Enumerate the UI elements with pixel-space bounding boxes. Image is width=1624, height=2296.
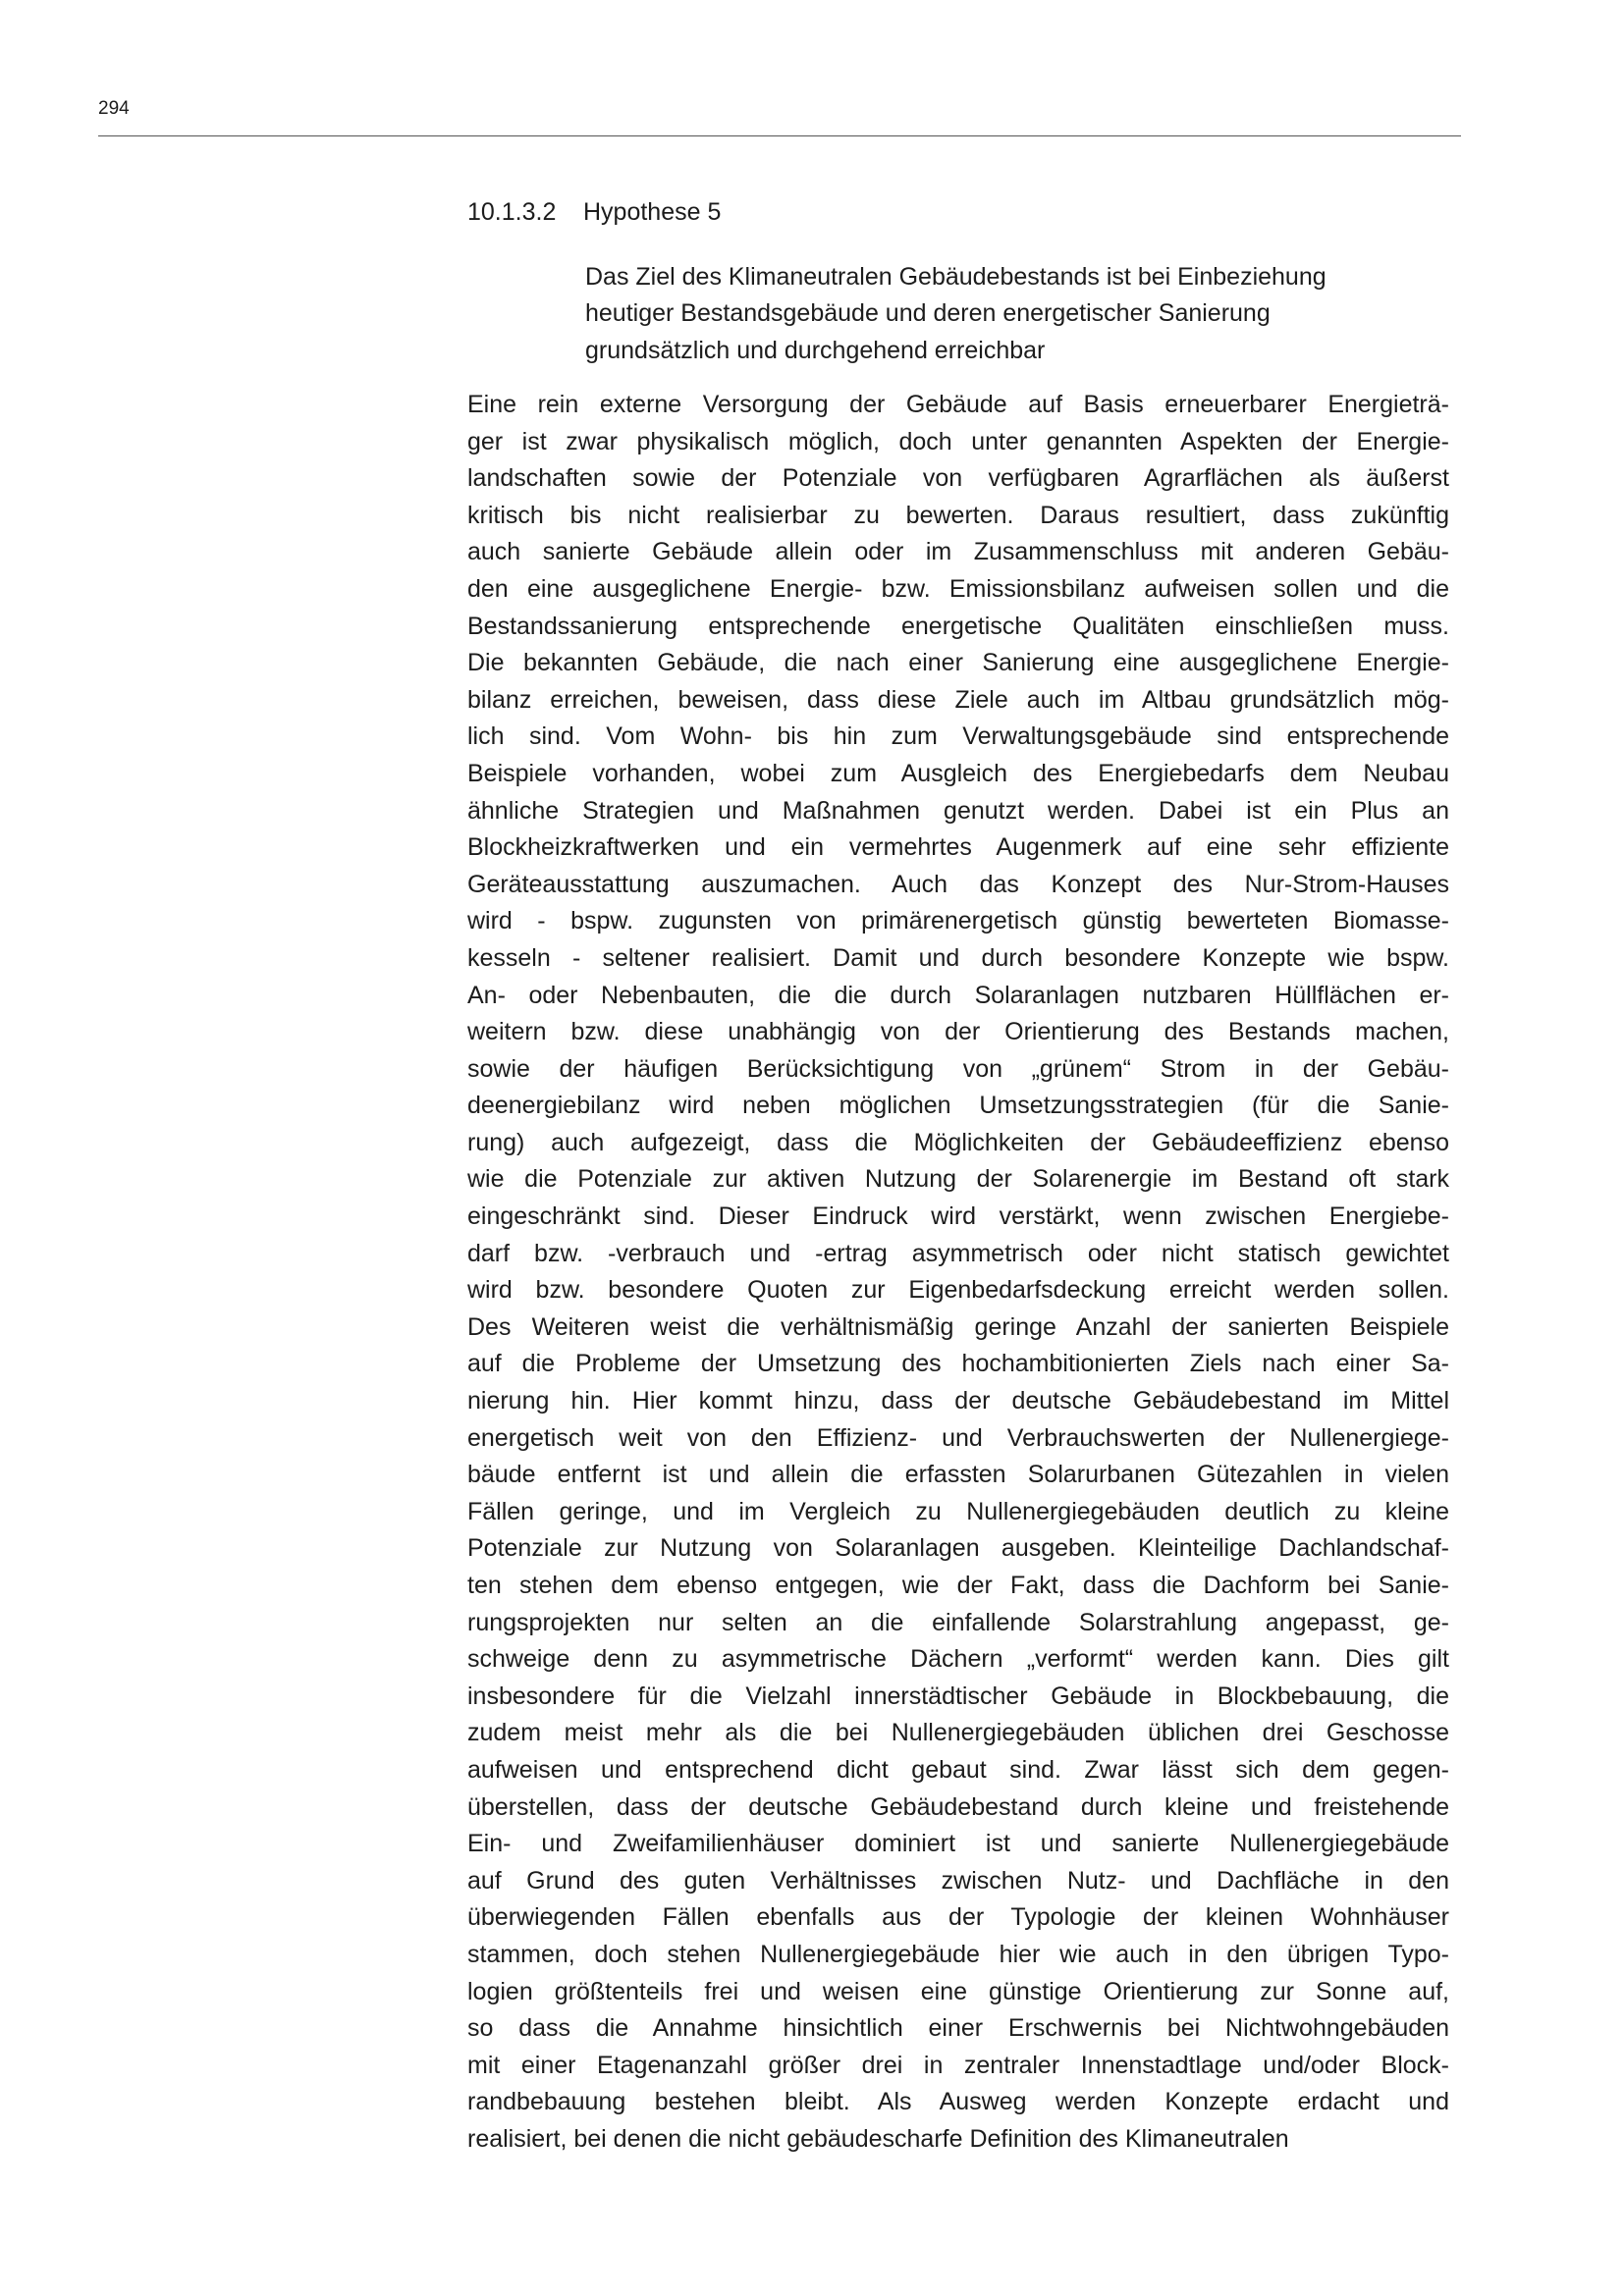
page-number: 294 xyxy=(98,98,130,119)
text-line: bäude entfernt ist und allein die erfassten Solarurbanen Gütezahlen in vielen xyxy=(467,1461,1449,1489)
text-line: Bestandssanierung entsprechende energetische Qualitäten einschließen muss. xyxy=(467,612,1449,640)
text-line: weitern bzw. diese unabhängig von der Orientierung des Bestands machen, xyxy=(467,1018,1449,1046)
text-line: realisiert, bei denen die nicht gebäudescharfe Definition des Klimaneutralen xyxy=(467,2124,1289,2153)
text-line: eingeschränkt sind. Dieser Eindruck wird verstärkt, wenn zwischen Energiebe- xyxy=(467,1202,1449,1231)
text-line: Geräteausstattung auszumachen. Auch das Konzept des Nur-Strom-Hauses xyxy=(467,870,1449,898)
text-line: Eine rein externe Versorgung der Gebäude auf Basis erneuerbarer Energieträ- xyxy=(467,391,1449,418)
text-line: schweige denn zu asymmetrische Dächern „verformt“ werden kann. Dies gilt xyxy=(467,1645,1449,1674)
header-rule xyxy=(98,135,1461,136)
text-line: stammen, doch stehen Nullenergiegebäude hier wie auch in den übrigen Typo- xyxy=(467,1940,1449,1968)
text-line: ger ist zwar physikalisch möglich, doch unter genannten Aspekten der Energie- xyxy=(467,427,1449,455)
text-line: insbesondere für die Vielzahl innerstädtischer Gebäude in Blockbebauung, die xyxy=(467,1682,1449,1710)
text-line: deenergiebilanz wird neben möglichen Umsetzungsstrategien (für die Sanie- xyxy=(467,1092,1449,1120)
text-line: nierung hin. Hier kommt hinzu, dass der deutsche Gebäudebestand im Mittel xyxy=(467,1387,1449,1415)
text-line: den eine ausgeglichene Energie- bzw. Emissionsbilanz aufweisen sollen und die xyxy=(467,574,1449,603)
text-line: auf Grund des guten Verhältnisses zwischen Nutz- und Dachfläche in den xyxy=(467,1866,1449,1895)
text-line: An- oder Nebenbauten, die die durch Solaranlagen nutzbaren Hüllflächen er- xyxy=(467,981,1449,1009)
text-line: randbebauung bestehen bleibt. Als Ausweg werden Konzepte erdacht und xyxy=(467,2088,1449,2116)
section-number: 10.1.3.2 xyxy=(467,198,557,226)
text-line: Die bekannten Gebäude, die nach einer Sanierung eine ausgeglichene Energie- xyxy=(467,649,1449,677)
body-paragraph xyxy=(467,387,1449,2159)
text-line: bilanz erreichen, beweisen, dass diese Ziele auch im Altbau grundsätzlich mög- xyxy=(467,685,1449,714)
text-line: energetisch weit von den Effizienz- und Verbrauchswerten der Nullenergiege- xyxy=(467,1423,1449,1452)
text-line: wie die Potenziale zur aktiven Nutzung der Solarenergie im Bestand oft stark xyxy=(467,1165,1449,1194)
text-line: rung) auch aufgezeigt, dass die Möglichkeiten der Gebäudeeffizienz ebenso xyxy=(467,1128,1449,1156)
text-line: Ein- und Zweifamilienhäuser dominiert ist und sanierte Nullenergiegebäude xyxy=(467,1830,1449,1858)
text-line: Fällen geringe, und im Vergleich zu Nullenergiegebäuden deutlich zu kleine xyxy=(467,1497,1449,1525)
hypothesis-line: heutiger Bestandsgebäude und deren energetischer Sanierung xyxy=(585,299,1271,328)
section-heading xyxy=(467,198,721,227)
text-line: zudem meist mehr als die bei Nullenergiegebäuden üblichen drei Geschosse xyxy=(467,1719,1449,1747)
text-line: sowie der häufigen Berücksichtigung von „grünem“ Strom in der Gebäu- xyxy=(467,1054,1449,1083)
text-line: darf bzw. -verbrauch und -ertrag asymmetrisch oder nicht statisch gewichtet xyxy=(467,1239,1449,1267)
text-line: logien größtenteils frei und weisen eine günstige Orientierung zur Sonne auf, xyxy=(467,1977,1449,2005)
text-line: rungsprojekten nur selten an die einfallende Solarstrahlung angepasst, ge- xyxy=(467,1608,1449,1636)
text-line: lich sind. Vom Wohn- bis hin zum Verwaltungsgebäude sind entsprechende xyxy=(467,722,1449,751)
section-title: Hypothese 5 xyxy=(583,198,722,226)
text-line: kritisch bis nicht realisierbar zu bewerten. Daraus resultiert, dass zukünftig xyxy=(467,501,1449,529)
text-line: Des Weiteren weist die verhältnismäßig geringe Anzahl der sanierten Beispiele xyxy=(467,1312,1449,1341)
text-line: wird bzw. besondere Quoten zur Eigenbedarfsdeckung erreicht werden sollen. xyxy=(467,1276,1449,1305)
text-line: ähnliche Strategien und Maßnahmen genutzt werden. Dabei ist ein Plus an xyxy=(467,796,1449,825)
text-line: Potenziale zur Nutzung von Solaranlagen ausgeben. Kleinteilige Dachlandschaf- xyxy=(467,1534,1449,1563)
text-line: Blockheizkraftwerken und ein vermehrtes Augenmerk auf eine sehr effiziente xyxy=(467,833,1449,862)
text-line: mit einer Etagenanzahl größer drei in zentraler Innenstadtlage und/oder Block- xyxy=(467,2051,1449,2079)
hypothesis-line: grundsätzlich und durchgehend erreichbar xyxy=(585,336,1046,364)
text-line: aufweisen und entsprechend dicht gebaut sind. Zwar lässt sich dem gegen- xyxy=(467,1755,1449,1784)
text-line: landschaften sowie der Potenziale von verfügbaren Agrarflächen als äußerst xyxy=(467,464,1449,493)
text-line: überstellen, dass der deutsche Gebäudebestand durch kleine und freistehende xyxy=(467,1792,1449,1821)
text-line: wird - bspw. zugunsten von primärenergetisch günstig bewerteten Biomasse- xyxy=(467,907,1449,935)
hypothesis-line: Das Ziel des Klimaneutralen Gebäudebestands ist bei Einbeziehung xyxy=(585,263,1326,291)
text-line: so dass die Annahme hinsichtlich einer Erschwernis bei Nichtwohngebäuden xyxy=(467,2014,1449,2043)
text-line: kesseln - seltener realisiert. Damit und durch besondere Konzepte wie bspw. xyxy=(467,943,1449,972)
text-line: Beispiele vorhanden, wobei zum Ausgleich des Energiebedarfs dem Neubau xyxy=(467,759,1449,787)
text-line: überwiegenden Fällen ebenfalls aus der Typologie der kleinen Wohnhäuser xyxy=(467,1903,1449,1932)
text-line: auch sanierte Gebäude allein oder im Zusammenschluss mit anderen Gebäu- xyxy=(467,538,1449,566)
text-line: auf die Probleme der Umsetzung des hochambitionierten Ziels nach einer Sa- xyxy=(467,1350,1449,1378)
text-line: ten stehen dem ebenso entgegen, wie der Fakt, dass die Dachform bei Sanie- xyxy=(467,1572,1449,1599)
hypothesis-statement xyxy=(585,259,1449,369)
